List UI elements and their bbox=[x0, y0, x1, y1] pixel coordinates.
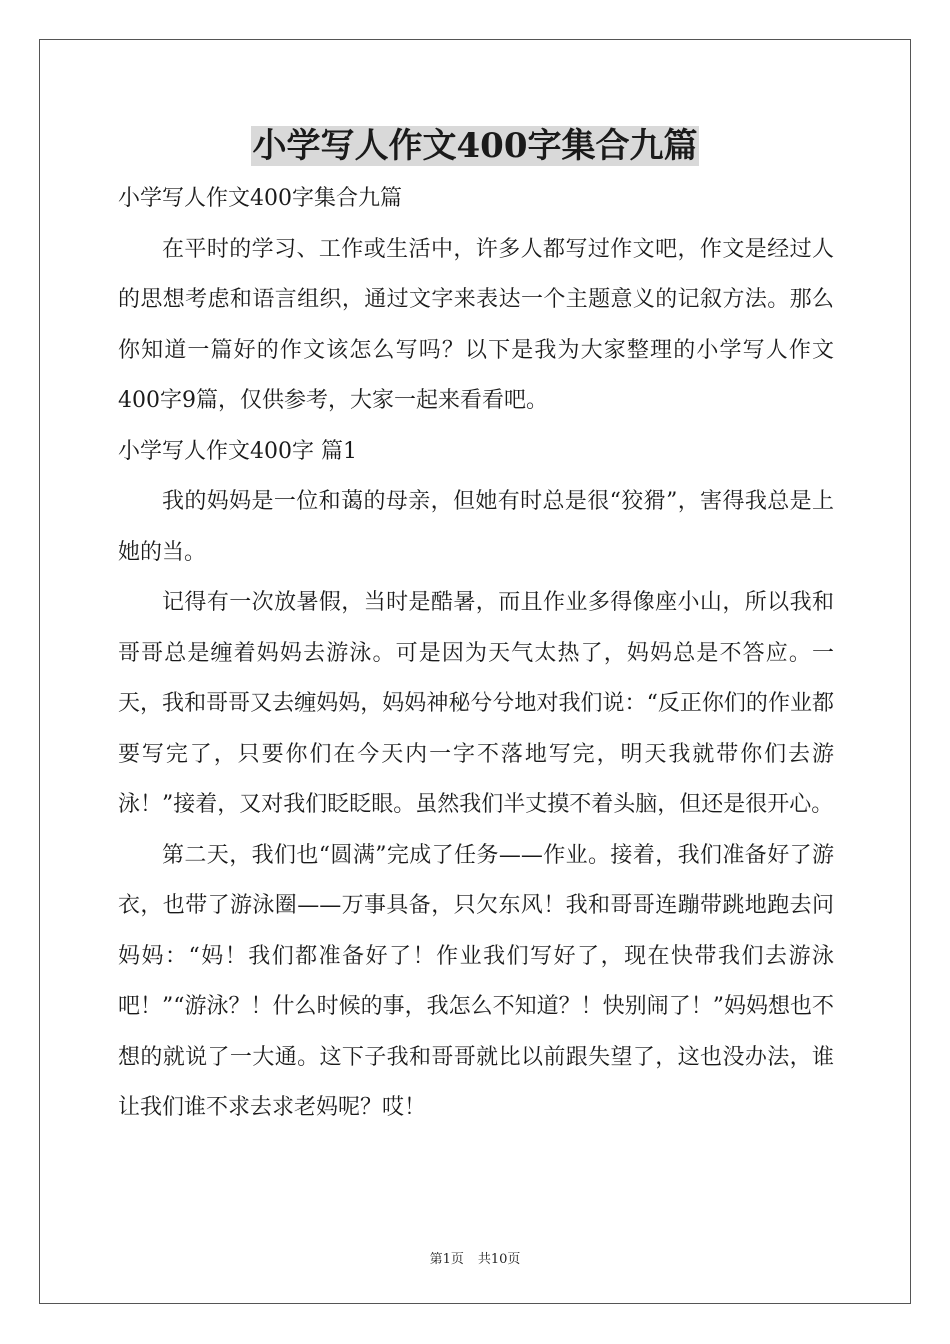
page-footer bbox=[0, 1248, 950, 1267]
section-heading: 小学写人作文400字 篇1 bbox=[118, 438, 357, 464]
page-number: 第1页 bbox=[429, 1252, 464, 1267]
page-total: 共10页 bbox=[477, 1252, 521, 1267]
subtitle-paragraph: 小学写人作文400字集合九篇 bbox=[118, 186, 402, 211]
body-paragraph: 第二天，我们也“圆满”完成了任务——作业。接着，我们准备好了游衣，也带了游泳圈——万事具备，只欠东风！我和哥哥连蹦带跳地跑去问妈妈：“妈！我们都准备好了！作业我们写好了，现在快带我们去游泳吧！”“游泳？！什么时候的事，我怎么不知道？！快别闹了！”妈妈想也不想的就说了一大通。这下子我和哥哥就比以前跟失望了，这也没办法，谁让我们谁不求去求老妈呢？哎！ bbox=[118, 842, 834, 1120]
intro-paragraph: 在平时的学习、工作或生活中，许多人都写过作文吧，作文是经过人的思想考虑和语言组织，通过文字来表达一个主题意义的记叙方法。那么你知道一篇好的作文该怎么写吗？以下是我为大家整理的小学写人作文400字9篇，仅供参考，大家一起来看看吧。 bbox=[118, 236, 834, 413]
body-paragraph: 我的妈妈是一位和蔼的母亲，但她有时总是很“狡猾”，害得我总是上她的当。 bbox=[118, 489, 834, 565]
document-title bbox=[0, 122, 950, 170]
document-title-text: 小学写人作文400字集合九篇 bbox=[252, 126, 698, 166]
body-paragraph: 记得有一次放暑假，当时是酷暑，而且作业多得像座小山，所以我和哥哥总是缠着妈妈去游泳。可是因为天气太热了，妈妈总是不答应。一天，我和哥哥又去缠妈妈，妈妈神秘兮兮地对我们说：“反正你们的作业都要写完了，只要你们在今天内一字不落地写完，明天我就带你们去游泳！”接着，又对我们眨眨眼。虽然我们半丈摸不着头脑，但还是很开心。 bbox=[118, 590, 834, 817]
document-body bbox=[118, 174, 834, 1134]
